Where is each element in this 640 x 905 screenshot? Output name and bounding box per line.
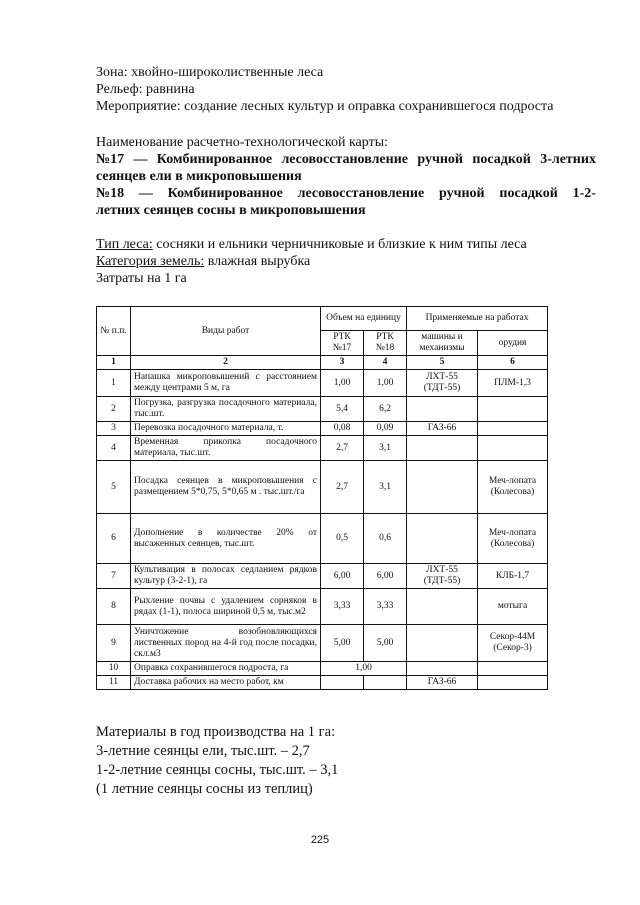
cell-rtk18: 0,6 [364, 514, 407, 564]
cell-rtk18: 6,2 [364, 397, 407, 422]
cell-tools [478, 436, 548, 461]
cell-rtk18: 3,33 [364, 589, 407, 625]
word: ручной [417, 152, 463, 167]
cell-tools: Меч-лопата (Колесова) [478, 514, 548, 564]
cell-work: Погрузка, разгрузка посадочного материала, тыс.шт. [131, 397, 321, 422]
cell-num: 1 [97, 370, 131, 397]
cell-machines [407, 514, 478, 564]
word: Комбинированное [156, 152, 273, 167]
cell-work: Напашка микроповышений с расстоянием между центрами 5 м, га [131, 370, 321, 397]
cell-machines [407, 662, 478, 676]
materials-line3: (1 летние сеянцы сосны из теплиц) [96, 781, 313, 797]
cell-rtk18: 0,09 [364, 422, 407, 436]
cell-work: Культивация в полосах седланием рядков культур (3-2-1), га [131, 564, 321, 589]
word: №17 [96, 152, 125, 167]
page-number: 225 [310, 834, 330, 846]
word: лесовосстановление [297, 186, 425, 201]
word: — [138, 186, 153, 201]
cell-machines [407, 461, 478, 514]
materials-line1: 3-летние сеянцы ели, тыс.шт. – 2,7 [96, 743, 310, 759]
cell-rtk17: 6,00 [321, 564, 364, 589]
costs-line: Затраты на 1 га [96, 271, 187, 286]
cell-num: 2 [97, 397, 131, 422]
header-applied: Применяемые на работах [407, 307, 548, 331]
card-17-line1 [96, 152, 596, 168]
word: ручной [438, 186, 485, 201]
cell-rtk17: 1,00 [321, 370, 364, 397]
colnum: 6 [478, 356, 548, 370]
cell-num: 7 [97, 564, 131, 589]
word: — [133, 152, 148, 167]
header-work: Виды работ [131, 307, 321, 356]
table-row [97, 662, 548, 676]
cell-tools: Меч-лопата (Колесова) [478, 461, 548, 514]
cell-num: 11 [97, 676, 131, 690]
cell-tools [478, 422, 548, 436]
table-row [97, 370, 548, 397]
colnum: 4 [364, 356, 407, 370]
header-machines: машины и механизмы [407, 331, 478, 356]
cell-rtk18: 3,1 [364, 436, 407, 461]
cell-num: 5 [97, 461, 131, 514]
cell-rtk17: 2,7 [321, 436, 364, 461]
word: 3-летних [540, 152, 596, 167]
header-tools: орудия [478, 331, 548, 356]
cell-machines: ГАЗ-66 [407, 422, 478, 436]
colnum: 3 [321, 356, 364, 370]
table-row [97, 514, 548, 564]
cell-work: Временная прикопка посадочного материала, тыс.шт. [131, 436, 321, 461]
materials-title: Материалы в год производства на 1 га: [96, 724, 336, 740]
header-rtk17: РТК №17 [321, 331, 364, 356]
column-number-row [97, 356, 548, 370]
forest-type-label: Тип леса: [96, 237, 153, 252]
cell-num: 10 [97, 662, 131, 676]
cell-tools [478, 676, 548, 690]
cell-tools: ПЛМ-1,3 [478, 370, 548, 397]
header-volume: Объем на единицу [321, 307, 407, 331]
cell-work: Уничтожение возобновляющихся лиственных пород на 4-й год после посадки, скл.м3 [131, 625, 321, 662]
word: 1-2- [572, 186, 596, 201]
cell-rtk18: 3,1 [364, 461, 407, 514]
card-17-line2: сеянцев ели в микроповышения [96, 169, 302, 184]
word: посадкой [472, 152, 531, 167]
cell-tools [478, 397, 548, 422]
cell-rtk17: 0,08 [321, 422, 364, 436]
cell-work: Перевозка посадочного материала, т. [131, 422, 321, 436]
forest-type-value: сосняки и ельники черничниковые и близкие к ним типы леса [156, 237, 527, 252]
cell-tools: мотыга [478, 589, 548, 625]
cell-work: Рыхление почвы с удалением сорняков в рядах (1-1), полоса шириной 0,5 м, тыс.м2 [131, 589, 321, 625]
card-18-line2: летних сеянцев сосны в микроповышения [96, 203, 366, 218]
cell-num: 4 [97, 436, 131, 461]
cell-tools [478, 662, 548, 676]
cell-rtk18: 1,00 [364, 370, 407, 397]
table-row [97, 676, 548, 690]
materials-line2: 1-2-летние сеянцы сосны, тыс.шт. – 3,1 [96, 762, 339, 778]
cell-tools: Секор-44М (Секор-3) [478, 625, 548, 662]
cell-rtk17 [321, 676, 364, 690]
header-num: № п.п. [97, 307, 131, 356]
table-row [97, 436, 548, 461]
cell-rtk17: 5,4 [321, 397, 364, 422]
cell-num: 9 [97, 625, 131, 662]
land-category-value: влажная вырубка [207, 254, 311, 269]
works-table [96, 306, 548, 690]
table-row [97, 461, 548, 514]
table-row [97, 422, 548, 436]
cell-rtk18: 5,00 [364, 625, 407, 662]
activity-line: Мероприятие: создание лесных культур и оправка сохранившегося подроста [96, 99, 554, 114]
cell-rtk17: 0,5 [321, 514, 364, 564]
cell-rtk17: 5,00 [321, 625, 364, 662]
cell-machines: ЛХТ-55 (ТДТ-55) [407, 370, 478, 397]
header-rtk18: РТК №18 [364, 331, 407, 356]
colnum: 5 [407, 356, 478, 370]
land-category-label: Категория земель: [96, 254, 205, 269]
table-row [97, 589, 548, 625]
cell-machines [407, 625, 478, 662]
cell-merged-volume: 1,00 [321, 662, 407, 676]
colnum: 2 [131, 356, 321, 370]
cell-num: 6 [97, 514, 131, 564]
forest-type-line [96, 237, 527, 253]
cell-tools: КЛБ-1,7 [478, 564, 548, 589]
relief-line: Рельеф: равнина [96, 82, 195, 97]
cell-rtk17: 3,33 [321, 589, 364, 625]
cell-work: Оправка сохранившегося подроста, га [131, 662, 321, 676]
cell-work: Дополнение в количестве 20% от высаженных сеянцев, тыс.шт. [131, 514, 321, 564]
cell-work: Посадка сеянцев в микроповышения с размещением 5*0,75, 5*0,65 м . тыс.шт./га [131, 461, 321, 514]
word: №18 [96, 186, 125, 201]
card-title: Наименование расчетно-технологической карты: [96, 135, 389, 150]
cell-machines: ГАЗ-66 [407, 676, 478, 690]
cell-machines: ЛХТ-55 (ТДТ-55) [407, 564, 478, 589]
table-header-row [97, 307, 548, 331]
cell-rtk18 [364, 676, 407, 690]
word: Комбинированное [167, 186, 283, 201]
table-row [97, 625, 548, 662]
zone-line: Зона: хвойно-широколиственные леса [96, 65, 324, 80]
table-row [97, 564, 548, 589]
word: посадкой [499, 186, 558, 201]
word: лесовосстановление [281, 152, 408, 167]
cell-machines [407, 436, 478, 461]
cell-num: 3 [97, 422, 131, 436]
cell-num: 8 [97, 589, 131, 625]
cell-machines [407, 589, 478, 625]
cell-work: Доставка рабочих на место работ, км [131, 676, 321, 690]
colnum: 1 [97, 356, 131, 370]
cell-machines [407, 397, 478, 422]
cell-rtk18: 6,00 [364, 564, 407, 589]
cell-rtk17: 2,7 [321, 461, 364, 514]
card-18-line1 [96, 186, 596, 202]
land-category-line [96, 254, 310, 270]
table-row [97, 397, 548, 422]
